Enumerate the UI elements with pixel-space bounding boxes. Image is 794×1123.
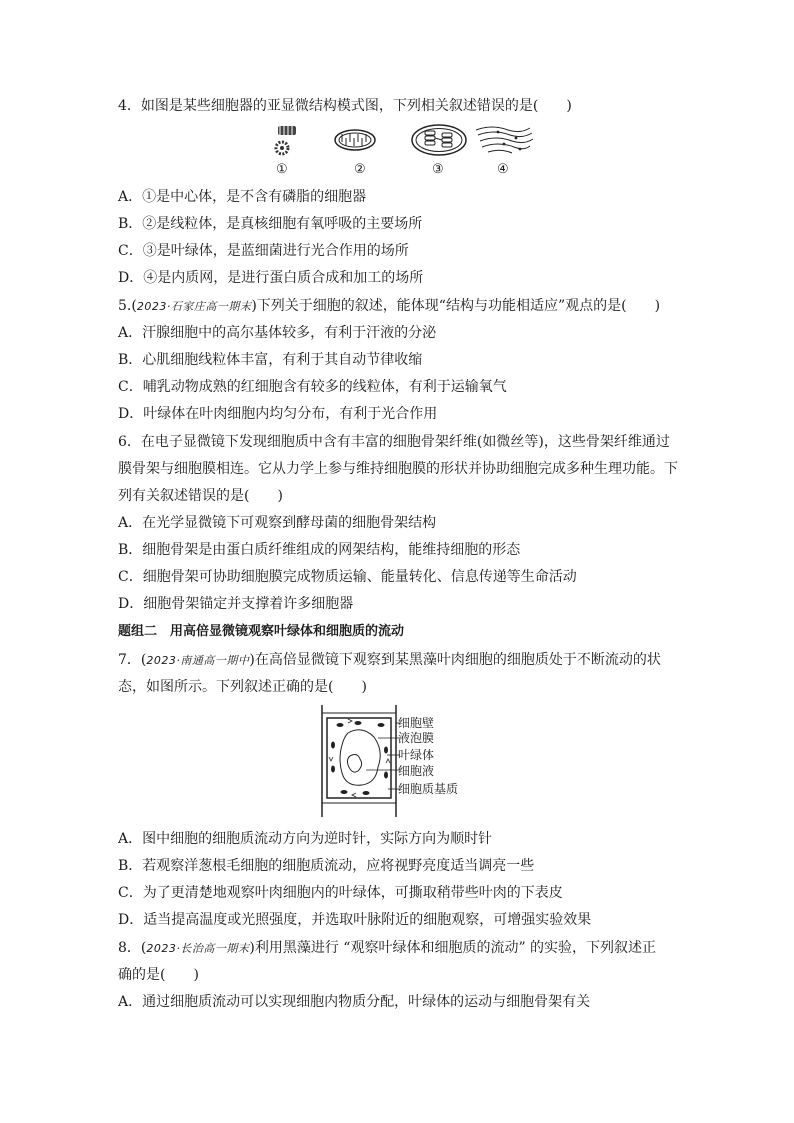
er-drawing (476, 127, 533, 153)
q6-option-d: D．细胞骨架锚定并支撑着许多细胞器 (118, 596, 354, 612)
q8-option-a: A．通过细胞质流动可以实现细胞内物质分配，叶绿体的运动与细胞骨架有关 (118, 994, 591, 1010)
q8-stem-line2: 确的是( ) (118, 967, 199, 983)
label-vacuole-membrane: 液泡膜 (398, 731, 435, 745)
label-cell-wall: 细胞壁 (398, 716, 435, 730)
organelle-figure (268, 120, 538, 160)
label-chloroplast: 叶绿体 (398, 748, 435, 762)
q8-stem-line1: 8．(2023·长治高一期末)利用黑藻进行 “观察叶绿体和细胞质的流动” 的实验，下列叙述正 (118, 940, 657, 956)
label-cytoplasmic-matrix: 细胞质基质 (398, 782, 459, 796)
q6-stem-line1: 6．在电子显微镜下发现细胞质中含有丰富的细胞骨架纤维(如微丝等)，这些骨架纤维通过 (118, 434, 670, 450)
q7-option-b: B．若观察洋葱根毛细胞的细胞质流动，应将视野亮度适当调亮一些 (118, 858, 535, 874)
figure-label-4: ④ (497, 162, 509, 177)
q6-option-b: B．细胞骨架是由蛋白质纤维组成的网架结构，能维持细胞的形态 (118, 542, 521, 558)
q4-option-a: A．①是中心体，是不含有磷脂的细胞器 (118, 189, 367, 205)
q8-source: 2023·长治高一期末 (146, 942, 250, 955)
figure-label-1: ① (276, 162, 288, 177)
cell-diagram (318, 705, 400, 817)
q7-option-a: A．图中细胞的细胞质流动方向为逆时针，实际方向为顺时针 (118, 831, 493, 847)
q7-option-d: D．适当提高温度或光照强度，并选取叶脉附近的细胞观察，可增强实验效果 (118, 912, 592, 928)
q7-option-c: C．为了更清楚地观察叶肉细胞内的叶绿体，可撕取稍带些叶肉的下表皮 (118, 885, 563, 901)
q5-option-d: D．叶绿体在叶肉细胞内均匀分布，有利于光合作用 (118, 406, 438, 422)
q5-option-c: C．哺乳动物成熟的红细胞含有较多的线粒体，有利于运输氧气 (118, 379, 507, 395)
q5-source: 2023·石家庄高一期末 (136, 300, 252, 313)
q6-option-a: A．在光学显微镜下可观察到酵母菌的细胞骨架结构 (118, 515, 437, 531)
q6-stem-line3: 列有关叙述错误的是( ) (118, 488, 283, 504)
q7-source: 2023·南通高一期中 (146, 654, 250, 667)
centriole-drawing (276, 126, 296, 154)
q4-option-b: B．②是线粒体，是真核细胞有氧呼吸的主要场所 (118, 216, 423, 232)
q4-option-d: D．④是内质网，是进行蛋白质合成和加工的场所 (118, 270, 424, 286)
q5-option-b: B．心肌细胞线粒体丰富，有利于其自动节律收缩 (118, 352, 423, 368)
mitochondrion-drawing (335, 130, 375, 150)
q6-stem-line2: 膜骨架与细胞膜相连。它从力学上参与维持细胞膜的形状并协助细胞完成多种生理功能。下 (118, 461, 678, 477)
q4-stem: 4．如图是某些细胞器的亚显微结构模式图，下列相关叙述错误的是( ) (118, 98, 572, 114)
q7-stem-line2: 态，如图所示。下列叙述正确的是( ) (118, 679, 367, 695)
figure-label-2: ② (354, 162, 366, 177)
q5-option-a: A．汗腺细胞中的高尔基体较多，有利于汗液的分泌 (118, 325, 437, 341)
figure-label-3: ③ (432, 162, 444, 177)
label-cell-sap: 细胞液 (398, 764, 435, 778)
q5-stem: 5.(2023·石家庄高一期末)下列关于细胞的叙述，能体现“结构与功能相适应”观点的是( ) (118, 298, 661, 314)
section-heading: 题组二 用高倍显微镜观察叶绿体和细胞质的流动 (118, 624, 405, 639)
q4-option-c: C．③是叶绿体，是蓝细菌进行光合作用的场所 (118, 243, 409, 259)
q7-stem-line1: 7．(2023·南通高一期中)在高倍显微镜下观察到某黑藻叶肉细胞的细胞质处于不断流动的状 (118, 652, 661, 668)
chloroplast-drawing (412, 125, 466, 155)
q6-option-c: C．细胞骨架可协助细胞膜完成物质运输、能量转化、信息传递等生命活动 (118, 569, 577, 585)
